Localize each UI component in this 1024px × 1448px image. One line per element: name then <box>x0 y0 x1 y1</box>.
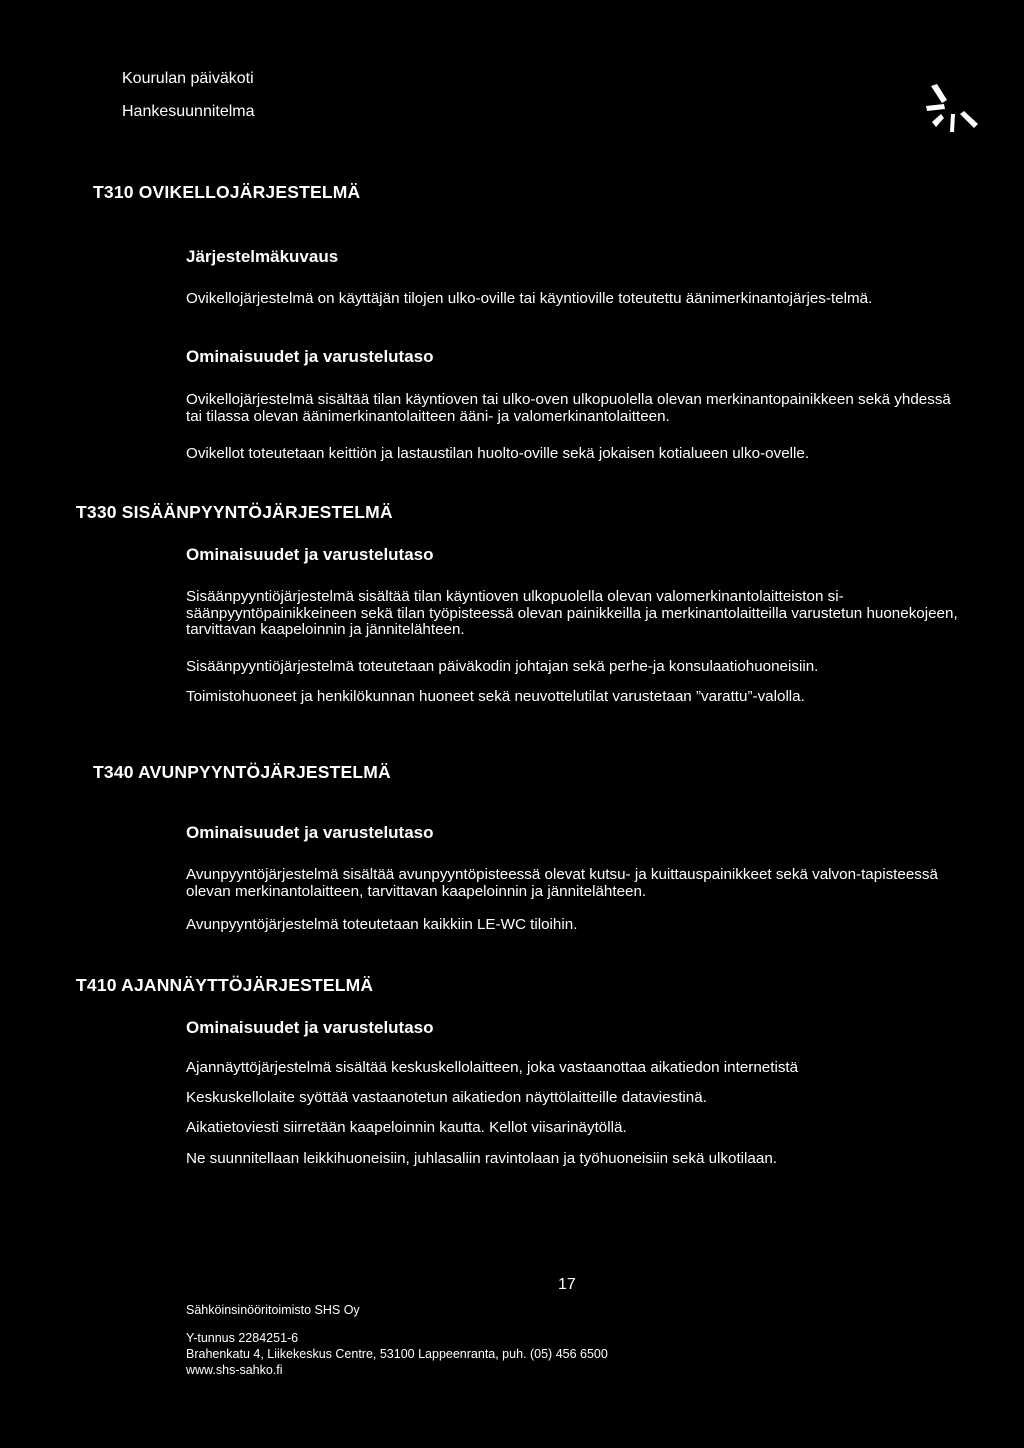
paragraph: Sisäänpyyntiöjärjestelmä sisältää tilan käyntioven ulkopuolella olevan valomerkinantolaitteiston si-säänpyyntöpainikkeineen sekä tilan työpisteessä olevan painikkeilla ja merkinantolaitteilla varustetun huonekojeen, tarvittavan kaapeloinnin ja jännitelähteen. <box>186 588 958 638</box>
subheading-features: Ominaisuudet ja varustelutaso <box>186 1018 434 1037</box>
section-title-t330: T330 SISÄÄNPYYNTÖJÄRJESTELMÄ <box>76 502 393 522</box>
paragraph: Ovikellojärjestelmä on käyttäjän tilojen ulko-oville tai käyntioville toteutettu äänimerkinantojärjes-telmä. <box>186 290 873 307</box>
footer-business-id: Y-tunnus 2284251-6 <box>186 1331 299 1345</box>
section-title-t340: T340 AVUNPYYNTÖJÄRJESTELMÄ <box>93 762 391 782</box>
paragraph: Ajannäyttöjärjestelmä sisältää keskuskellolaitteen, joka vastaanottaa aikatiedon internetistä <box>186 1059 799 1076</box>
document-type: Hankesuunnitelma <box>122 103 255 120</box>
paragraph: Ovikellojärjestelmä sisältää tilan käyntioven tai ulko-oven ulkopuolella olevan merkinantopainikkeen sekä yhdessä tai tilassa olevan äänimerkinantolaitteen ääni- ja valomerkinantolaitteen. <box>186 391 951 425</box>
section-title-t410: T410 AJANNÄYTTÖJÄRJESTELMÄ <box>76 975 374 995</box>
footer-website: www.shs-sahko.fi <box>186 1363 283 1377</box>
project-name: Kourulan päiväkoti <box>122 70 254 87</box>
footer-address: Brahenkatu 4, Liikekeskus Centre, 53100 Lappeenranta, puh. (05) 456 6500 <box>186 1347 608 1361</box>
subheading-system-description: Järjestelmäkuvaus <box>186 247 339 266</box>
paragraph: Avunpyyntöjärjestelmä sisältää avunpyyntöpisteessä olevat kutsu- ja kuittauspainikkeet sekä valvon-tapisteessä olevan merkinantolaitteen, tarvittavan kaapeloinnin ja jännitelähteen. <box>186 866 938 900</box>
paragraph: Aikatietoviesti siirretään kaapeloinnin kautta. Kellot viisarinäytöllä. <box>186 1119 627 1136</box>
paragraph: Sisäänpyyntiöjärjestelmä toteutetaan päiväkodin johtajan sekä perhe-ja konsulaatiohuoneisiin. <box>186 658 819 675</box>
subheading-features: Ominaisuudet ja varustelutaso <box>186 823 434 842</box>
footer-company: Sähköinsinööritoimisto SHS Oy <box>186 1303 360 1317</box>
shs-spark-logo-icon <box>920 84 990 136</box>
subheading-features: Ominaisuudet ja varustelutaso <box>186 347 434 366</box>
section-title-t310: T310 OVIKELLOJÄRJESTELMÄ <box>93 182 361 202</box>
paragraph: Ovikellot toteutetaan keittiön ja lastaustilan huolto-oville sekä jokaisen kotialueen ulko-ovelle. <box>186 445 810 462</box>
paragraph: Ne suunnitellaan leikkihuoneisiin, juhlasaliin ravintolaan ja työhuoneisiin sekä ulkotilaan. <box>186 1150 777 1167</box>
subheading-features: Ominaisuudet ja varustelutaso <box>186 545 434 564</box>
paragraph: Toimistohuoneet ja henkilökunnan huoneet sekä neuvottelutilat varustetaan ”varattu”-valolla. <box>186 688 805 705</box>
paragraph: Keskuskellolaite syöttää vastaanotetun aikatiedon näyttölaitteille dataviestinä. <box>186 1089 707 1106</box>
paragraph: Avunpyyntöjärjestelmä toteutetaan kaikkiin LE-WC tiloihin. <box>186 916 578 933</box>
page-number: 17 <box>558 1276 576 1293</box>
